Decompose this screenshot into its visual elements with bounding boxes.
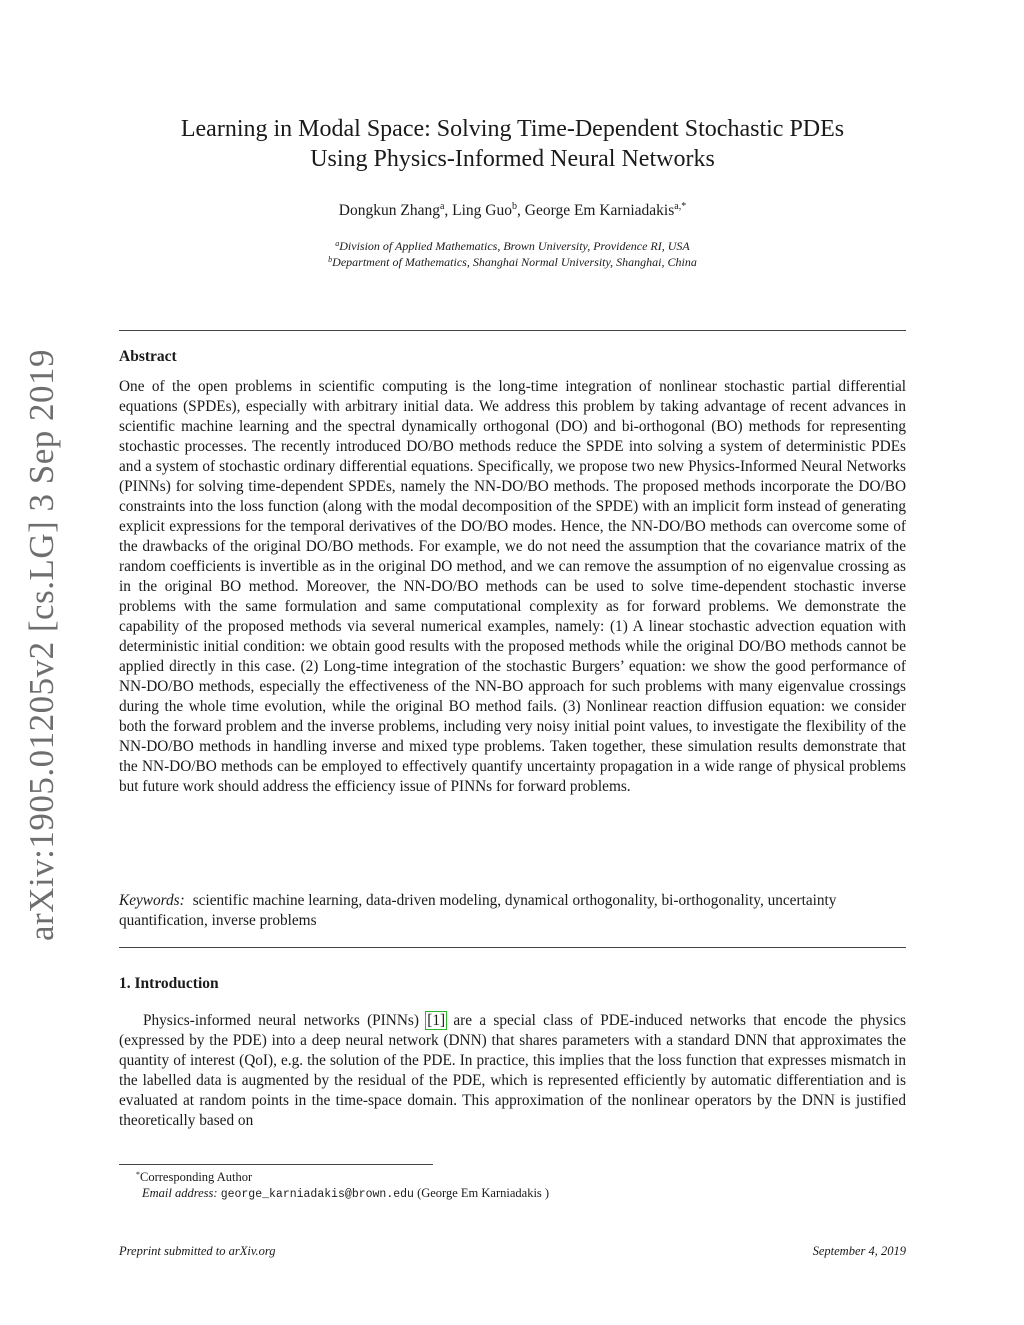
section-heading-introduction: 1. Introduction bbox=[119, 975, 219, 992]
title-line-1: Learning in Modal Space: Solving Time-Dependent Stochastic PDEs bbox=[180, 116, 845, 142]
abstract-bottom-rule bbox=[119, 947, 906, 948]
abstract-top-rule bbox=[119, 330, 906, 331]
author-name: George Em Karniadakis bbox=[524, 202, 675, 219]
author-name: Dongkun Zhang bbox=[338, 202, 440, 219]
footer-date: September 4, 2019 bbox=[812, 1244, 906, 1258]
affiliation-text: Division of Applied Mathematics, Brown University, Providence RI, USA bbox=[339, 239, 690, 253]
footnote-mark: * bbox=[136, 1170, 140, 1179]
footnote-rule bbox=[119, 1164, 433, 1165]
email-owner: (George Em Karniadakis ) bbox=[417, 1186, 550, 1200]
author-mark: b bbox=[512, 201, 517, 212]
affiliation bbox=[119, 238, 906, 254]
affiliation-mark: a bbox=[335, 239, 340, 248]
intro-text: are a special class of PDE-induced networks that encode the physics (expressed by the PDE) into a deep neural network (DNN) that shares parameters with a standard DNN that approximates the quantity of interest (QoI), e.g. the solution of the PDE. In practice, this implies that the loss function that expresses mismatch in the labelled data is augmented by the residual of the PDE, which is represented efficiently by automatic differentiation and is evaluated at random points in the time-space domain. This approximation of the nonlinear operators by the DNN is justified theoretically based on bbox=[119, 1012, 906, 1129]
citation-link[interactable]: [1] bbox=[427, 1012, 446, 1029]
affiliations bbox=[119, 238, 906, 270]
email-label: Email address: bbox=[142, 1186, 218, 1200]
abstract-text: One of the open problems in scientific computing is the long-time integration of nonlinear stochastic partial differential equations (SPDEs), especially with arbitrary initial data. We address this problem by taking advantage of recent advances in scientific machine learning and the spectral dynamically orthogonal (DO) and bi-orthogonal (BO) methods for representing stochastic processes. The recently introduced DO/BO methods reduce the SPDE into solving a system of deterministic PDEs and a system of stochastic ordinary differential equations. Specifically, we propose two new Physics-Informed Neural Networks (PINNs) for solving time-dependent SPDEs, namely the NN-DO/BO methods. The proposed methods incorporate the DO/BO constraints into the loss function (along with the modal decomposition of the SPDE) with an implicit form instead of generating explicit expressions for the temporal derivatives of the DO/BO modes. Hence, the NN-DO/BO methods can overcome some of the drawbacks of the original DO/BO methods. For example, we do not need the assumption that the covariance matrix of the random coefficients is invertible as in the original DO method, and we can remove the assumption of no eigenvalue crossing as in the original BO method. Moreover, the NN-DO/BO methods can be used to solve time-dependent stochastic inverse problems with the same formulation and same computational complexity as for forward problems. We demonstrate the capability of the proposed methods via several numerical examples, namely: (1) A linear stochastic advection equation with deterministic initial condition: we obtain good results with the proposed methods while the original DO/BO methods cannot be applied directly in this case. (2) Long-time integration of the stochastic Burgers’ equation: we show the good performance of NN-DO/BO methods, especially the effectiveness of the NN-BO approach for such problems with many eigenvalue crossings during the whole time evolution, while the original BO method fails. (3) Nonlinear reaction diffusion equation: we consider both the forward problem and the inverse problems, including very noisy initial point values, to investigate the flexibility of the NN-DO/BO methods in handling inverse and mixed type problems. Taken together, these simulation results demonstrate that the NN-DO/BO methods can be employed to effectively quantify uncertainty propagation in a wide range of physical problems but future work should address the efficiency issue of PINNs for forward problems. bbox=[119, 378, 906, 795]
affiliation-text: Department of Mathematics, Shanghai Normal University, Shanghai, China bbox=[332, 255, 697, 269]
abstract-heading: Abstract bbox=[119, 348, 177, 365]
footnote-text: Corresponding Author bbox=[140, 1170, 253, 1184]
footnote-email bbox=[142, 1185, 549, 1203]
keywords-label: Keywords: bbox=[119, 892, 185, 909]
affiliation-mark: b bbox=[328, 255, 333, 264]
footnote-corresponding bbox=[136, 1169, 252, 1185]
email-address[interactable]: george_karniadakis@brown.edu bbox=[220, 1188, 414, 1201]
arxiv-identifier: arXiv:1905.01205v2 [cs.LG] 3 Sep 2019 bbox=[22, 348, 61, 942]
footer-submission: Preprint submitted to arXiv.org bbox=[119, 1244, 276, 1258]
title-line-2: Using Physics-Informed Neural Networks bbox=[310, 146, 715, 172]
author-name: Ling Guo bbox=[452, 202, 512, 219]
affiliation bbox=[119, 254, 906, 270]
author-list: Dongkun Zhang$^a$, Ling Guo$^b$, George Em Karniadakis$^{a,*}$ bbox=[338, 201, 687, 219]
author-mark: a bbox=[439, 201, 445, 212]
author-mark: a,* bbox=[674, 201, 687, 212]
keywords-text: scientific machine learning, data-driven modeling, dynamical orthogonality, bi-orthogonality, uncertainty quantification, inverse problems bbox=[119, 892, 837, 929]
keywords bbox=[119, 891, 906, 931]
intro-text: Physics-informed neural networks (PINNs) bbox=[143, 1012, 427, 1029]
introduction-paragraph bbox=[119, 1011, 906, 1131]
paper-title bbox=[119, 114, 906, 174]
